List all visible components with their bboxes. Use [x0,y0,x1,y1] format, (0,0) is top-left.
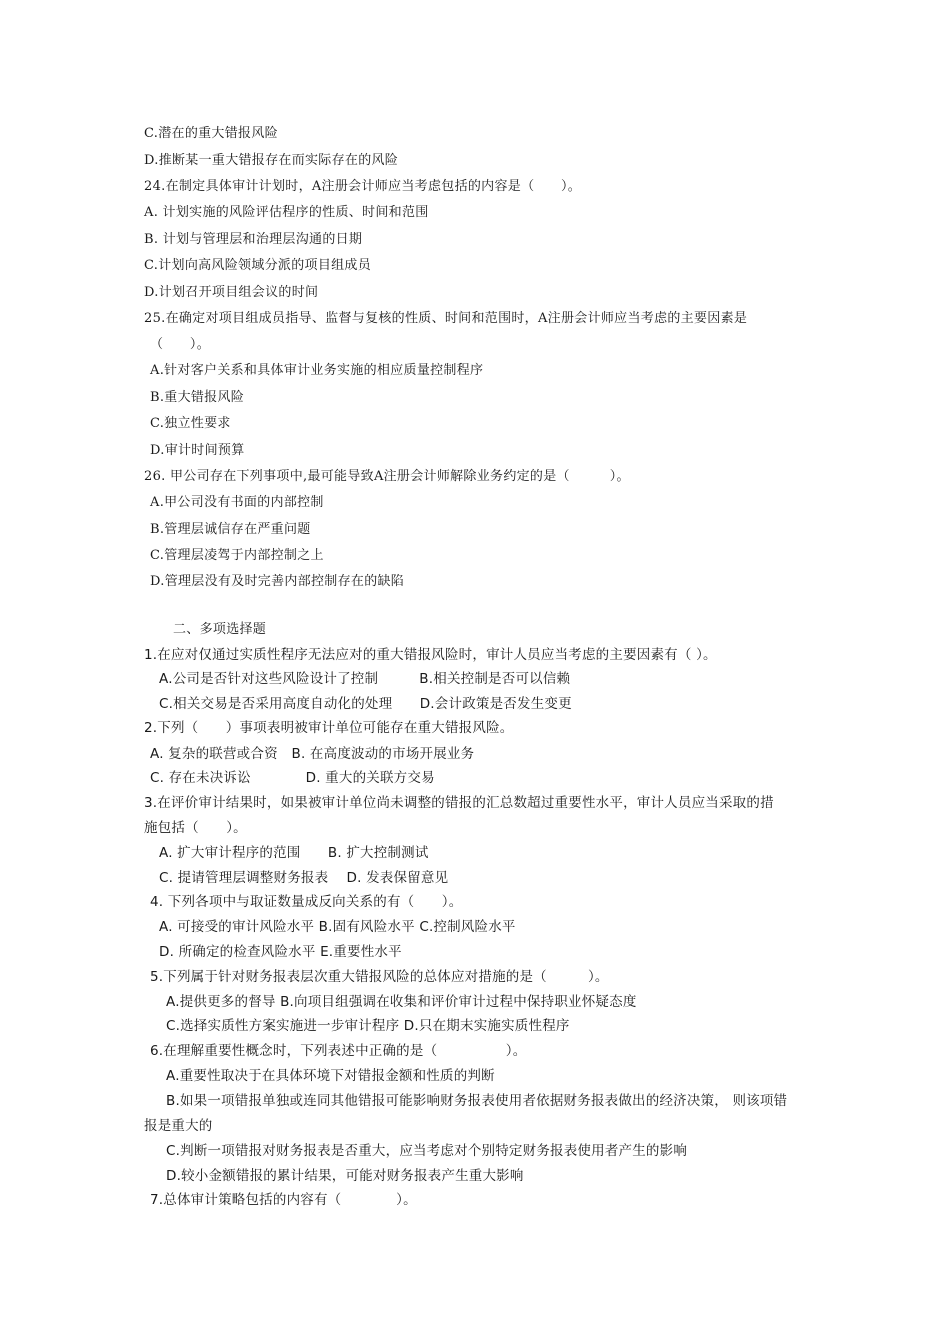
mc-q4-options-abc: A. 可接受的审计风险水平 B.固有风险水平 C.控制风险水平 [159,919,516,935]
option-b-q26: B.管理层诚信存在严重问题 [150,522,311,537]
mc-q6-option-c: C.判断一项错报对财务报表是否重大，应当考虑对个别特定财务报表使用者产生的影响 [166,1143,688,1159]
mc-question-4: 4. 下列各项中与取证数量成反向关系的有（ ）。 [150,894,463,910]
mc-q6-option-b-continued: 报是重大的 [144,1118,213,1134]
question-24: 24.在制定具体审计计划时，A注册会计师应当考虑包括的内容是（ ）。 [144,179,582,194]
option-c-q25: C.独立性要求 [150,416,231,431]
mc-q6-option-b: B.如果一项错报单独或连同其他错报可能影响财务报表使用者依据财务报表做出的经济决策， 则该项错 [166,1093,788,1109]
question-25-continued: （ ）。 [150,337,211,352]
mc-question-3: 3.在评价审计结果时，如果被审计单位尚未调整的错报的汇总数超过重要性水平，审计人员应当采取的措 [144,795,774,811]
question-25: 25.在确定对项目组成员指导、监督与复核的性质、时间和范围时，A注册会计师应当考虑的主要因素是 [144,311,748,326]
option-c-q23: C.潜在的重大错报风险 [144,126,278,141]
option-a-q25: A.针对客户关系和具体审计业务实施的相应质量控制程序 [150,363,484,378]
mc-question-6: 6.在理解重要性概念时，下列表述中正确的是（ ）。 [150,1043,527,1059]
question-26: 26. 甲公司存在下列事项中,最可能导致A注册会计师解除业务约定的是（ ）。 [144,469,630,484]
option-d-q23: D.推断某一重大错报存在而实际存在的风险 [144,153,399,168]
section-heading-multiple-choice: 二、多项选择题 [173,622,267,637]
option-a-q24: A. 计划实施的风险评估程序的性质、时间和范围 [144,205,429,220]
option-a-q26: A.甲公司没有书面的内部控制 [150,495,324,510]
mc-q1-options-ab: A.公司是否针对这些风险设计了控制 B.相关控制是否可以信赖 [159,671,571,687]
option-b-q25: B.重大错报风险 [150,390,245,405]
mc-question-1: 1.在应对仅通过实质性程序无法应对的重大错报风险时，审计人员应当考虑的主要因素有（ ）。 [144,647,717,663]
mc-question-2: 2.下列（ ）事项表明被审计单位可能存在重大错报风险。 [144,720,514,736]
option-c-q24: C.计划向高风险领域分派的项目组成员 [144,258,372,273]
option-d-q24: D.计划召开项目组会议的时间 [144,285,319,300]
mc-question-7: 7.总体审计策略包括的内容有（ ）。 [150,1192,417,1208]
mc-q6-option-a: A.重要性取决于在具体环境下对错报金额和性质的判断 [166,1068,495,1084]
mc-q3-options-ab: A. 扩大审计程序的范围 B. 扩大控制测试 [159,845,429,861]
option-b-q24: B. 计划与管理层和治理层沟通的日期 [144,232,363,247]
mc-q5-options-ab: A.提供更多的督导 B.向项目组强调在收集和评价审计过程中保持职业怀疑态度 [166,994,637,1010]
option-d-q26: D.管理层没有及时完善内部控制存在的缺陷 [150,574,405,589]
mc-q2-options-ab: A. 复杂的联营或合资 B. 在高度波动的市场开展业务 [150,746,475,762]
mc-q4-options-de: D. 所确定的检查风险水平 E.重要性水平 [159,944,402,960]
mc-q6-option-d: D.较小金额错报的累计结果，可能对财务报表产生重大影响 [166,1168,524,1184]
option-c-q26: C.管理层凌驾于内部控制之上 [150,548,324,563]
mc-q2-options-cd: C. 存在未决诉讼 D. 重大的关联方交易 [150,770,435,786]
mc-q5-options-cd: C.选择实质性方案实施进一步审计程序 D.只在期末实施实质性程序 [166,1018,570,1034]
mc-q1-options-cd: C.相关交易是否采用高度自动化的处理 D.会计政策是否发生变更 [159,696,572,712]
option-d-q25: D.审计时间预算 [150,443,245,458]
mc-q3-options-cd: C. 提请管理层调整财务报表 D. 发表保留意见 [159,870,449,886]
mc-question-5: 5.下列属于针对财务报表层次重大错报风险的总体应对措施的是（ ）。 [150,969,609,985]
mc-question-3-continued: 施包括（ ）。 [144,820,247,836]
